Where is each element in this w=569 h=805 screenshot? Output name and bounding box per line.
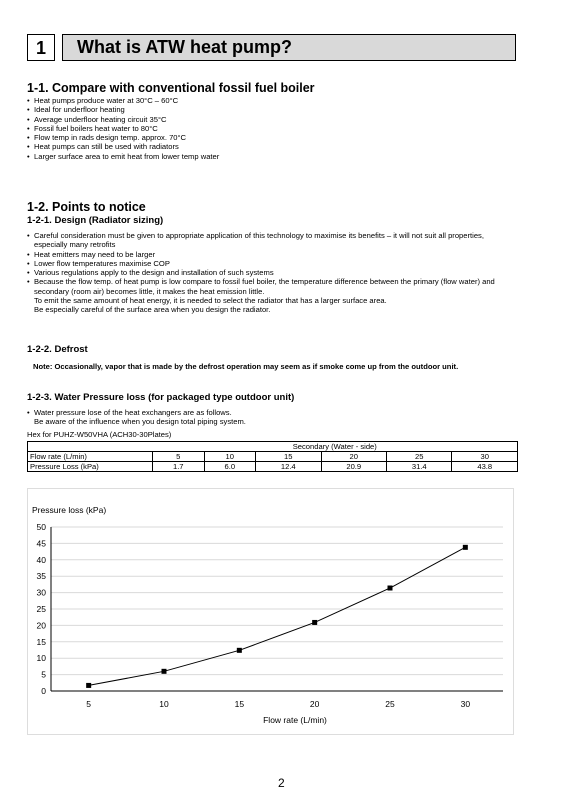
chart-x-tick-label: 15 <box>234 699 245 709</box>
chart-x-tick-label: 10 <box>159 699 169 709</box>
list-item: • Heat pumps can still be used with radiators <box>27 142 517 151</box>
list-item: • Ideal for underfloor heating <box>27 105 517 114</box>
chart-data-point <box>237 648 242 653</box>
list-item: • Water pressure lose of the heat exchangers are as follows. <box>27 408 517 417</box>
list-item: • Average underfloor heating circuit 35°C <box>27 115 517 124</box>
chart-y-tick-label: 40 <box>36 554 46 565</box>
chart-x-tick-label: 30 <box>460 699 471 709</box>
chart-y-tick-label: 30 <box>36 587 46 598</box>
list-item: • Various regulations apply to the design and installation of such systems <box>27 268 517 277</box>
list-item: To emit the same amount of heat energy, it is needed to select the radiator that has a larger surface area. <box>34 296 387 306</box>
table-cell: 1.7 <box>153 462 205 472</box>
chart-y-tick-label: 35 <box>36 571 46 582</box>
table-cell: 10 <box>204 452 256 462</box>
list-item: Be especially careful of the surface area when you design the radiator. <box>34 305 271 315</box>
chart-data-point <box>86 683 91 688</box>
chart-y-tick-label: 20 <box>36 620 46 631</box>
section-title-box <box>62 34 516 61</box>
heading-1-1: 1-1. Compare with conventional fossil fuel boiler <box>27 81 315 95</box>
heading-1-2-3: 1-2-3. Water Pressure loss (for packaged type outdoor unit) <box>27 392 295 403</box>
table-row <box>28 442 518 452</box>
chart-y-tick-label: 25 <box>36 604 46 614</box>
list-1-1 <box>27 96 517 161</box>
chart-y-axis-label: Pressure loss (kPa) <box>32 505 107 515</box>
section-title: What is ATW heat pump? <box>77 37 292 57</box>
pressure-loss-table <box>27 441 518 472</box>
table-cell: 12.4 <box>256 462 321 472</box>
heading-1-2-2: 1-2-2. Defrost <box>27 344 88 355</box>
chart-x-tick-label: 5 <box>86 699 92 709</box>
list-item: • Careful consideration must be given to appropriate application of this technology to maximise its benefits – it will not suit all properties, especially many retrofits <box>27 231 517 250</box>
pressure-loss-chart <box>28 489 513 734</box>
chart-x-axis-label: Flow rate (L/min) <box>263 715 327 725</box>
list-item: Be aware of the influence when you design total piping system. <box>34 417 246 427</box>
table-row <box>28 452 518 462</box>
chart-y-tick-label: 15 <box>36 636 46 647</box>
chart-x-tick-label: 20 <box>309 699 320 709</box>
table-cell: 15 <box>256 452 321 462</box>
table-cell <box>28 442 153 452</box>
table-cell: 20 <box>321 452 386 462</box>
table-cell: 31.4 <box>387 462 452 472</box>
list-item: • Flow temp in rads design temp. approx. 70°C <box>27 133 517 142</box>
table-cell: 20.9 <box>321 462 386 472</box>
chart-frame <box>27 488 514 735</box>
chart-data-point <box>162 669 167 674</box>
table-cell: 30 <box>452 452 518 462</box>
list-1-2-3 <box>27 408 517 427</box>
chart-data-point <box>388 586 393 591</box>
list-item: • Heat pumps produce water at 30°C – 60°C <box>27 96 517 105</box>
list-1-2-1 <box>27 231 517 315</box>
table-row <box>28 462 518 472</box>
list-item: • Lower flow temperatures maximise COP <box>27 259 517 268</box>
hex-label: Hex for PUHZ-W50VHA (ACH30-30Plates) <box>27 430 172 439</box>
chart-y-tick-label: 50 <box>36 522 46 532</box>
list-item: • Heat emitters may need to be larger <box>27 250 517 259</box>
table-cell: 5 <box>153 452 205 462</box>
chart-y-tick-label: 45 <box>36 538 46 549</box>
heading-1-2-1: 1-2-1. Design (Radiator sizing) <box>27 215 164 226</box>
chart-data-point <box>312 620 317 625</box>
table-cell: 43.8 <box>452 462 518 472</box>
table-row-label: Pressure Loss (kPa) <box>28 462 153 472</box>
table-cell: 25 <box>387 452 452 462</box>
list-item: • Fossil fuel boilers heat water to 80°C <box>27 124 517 133</box>
table-header: Secondary (Water - side) <box>153 442 518 452</box>
defrost-note: Note: Occasionally, vapor that is made by the defrost operation may seem as if smoke come up from the outdoor unit. <box>33 362 459 371</box>
chart-x-tick-label: 25 <box>385 699 395 709</box>
table-row-label: Flow rate (L/min) <box>28 452 153 462</box>
chart-series-line <box>89 547 466 685</box>
heading-1-2: 1-2. Points to notice <box>27 200 146 214</box>
chart-y-tick-label: 10 <box>36 653 46 664</box>
chart-y-tick-label: 5 <box>41 669 46 680</box>
chart-data-point <box>463 545 468 550</box>
list-item: • Because the flow temp. of heat pump is low compare to fossil fuel boiler, the temperature difference between the primary (flow water) and secondary (room air) becomes little, it makes the heat emission little. <box>27 277 517 296</box>
section-number: 1 <box>27 34 55 61</box>
table-cell: 6.0 <box>204 462 256 472</box>
chart-y-tick-label: 0 <box>41 686 46 696</box>
list-item: • Larger surface area to emit heat from lower temp water <box>27 152 517 161</box>
page-number: 2 <box>278 776 285 790</box>
